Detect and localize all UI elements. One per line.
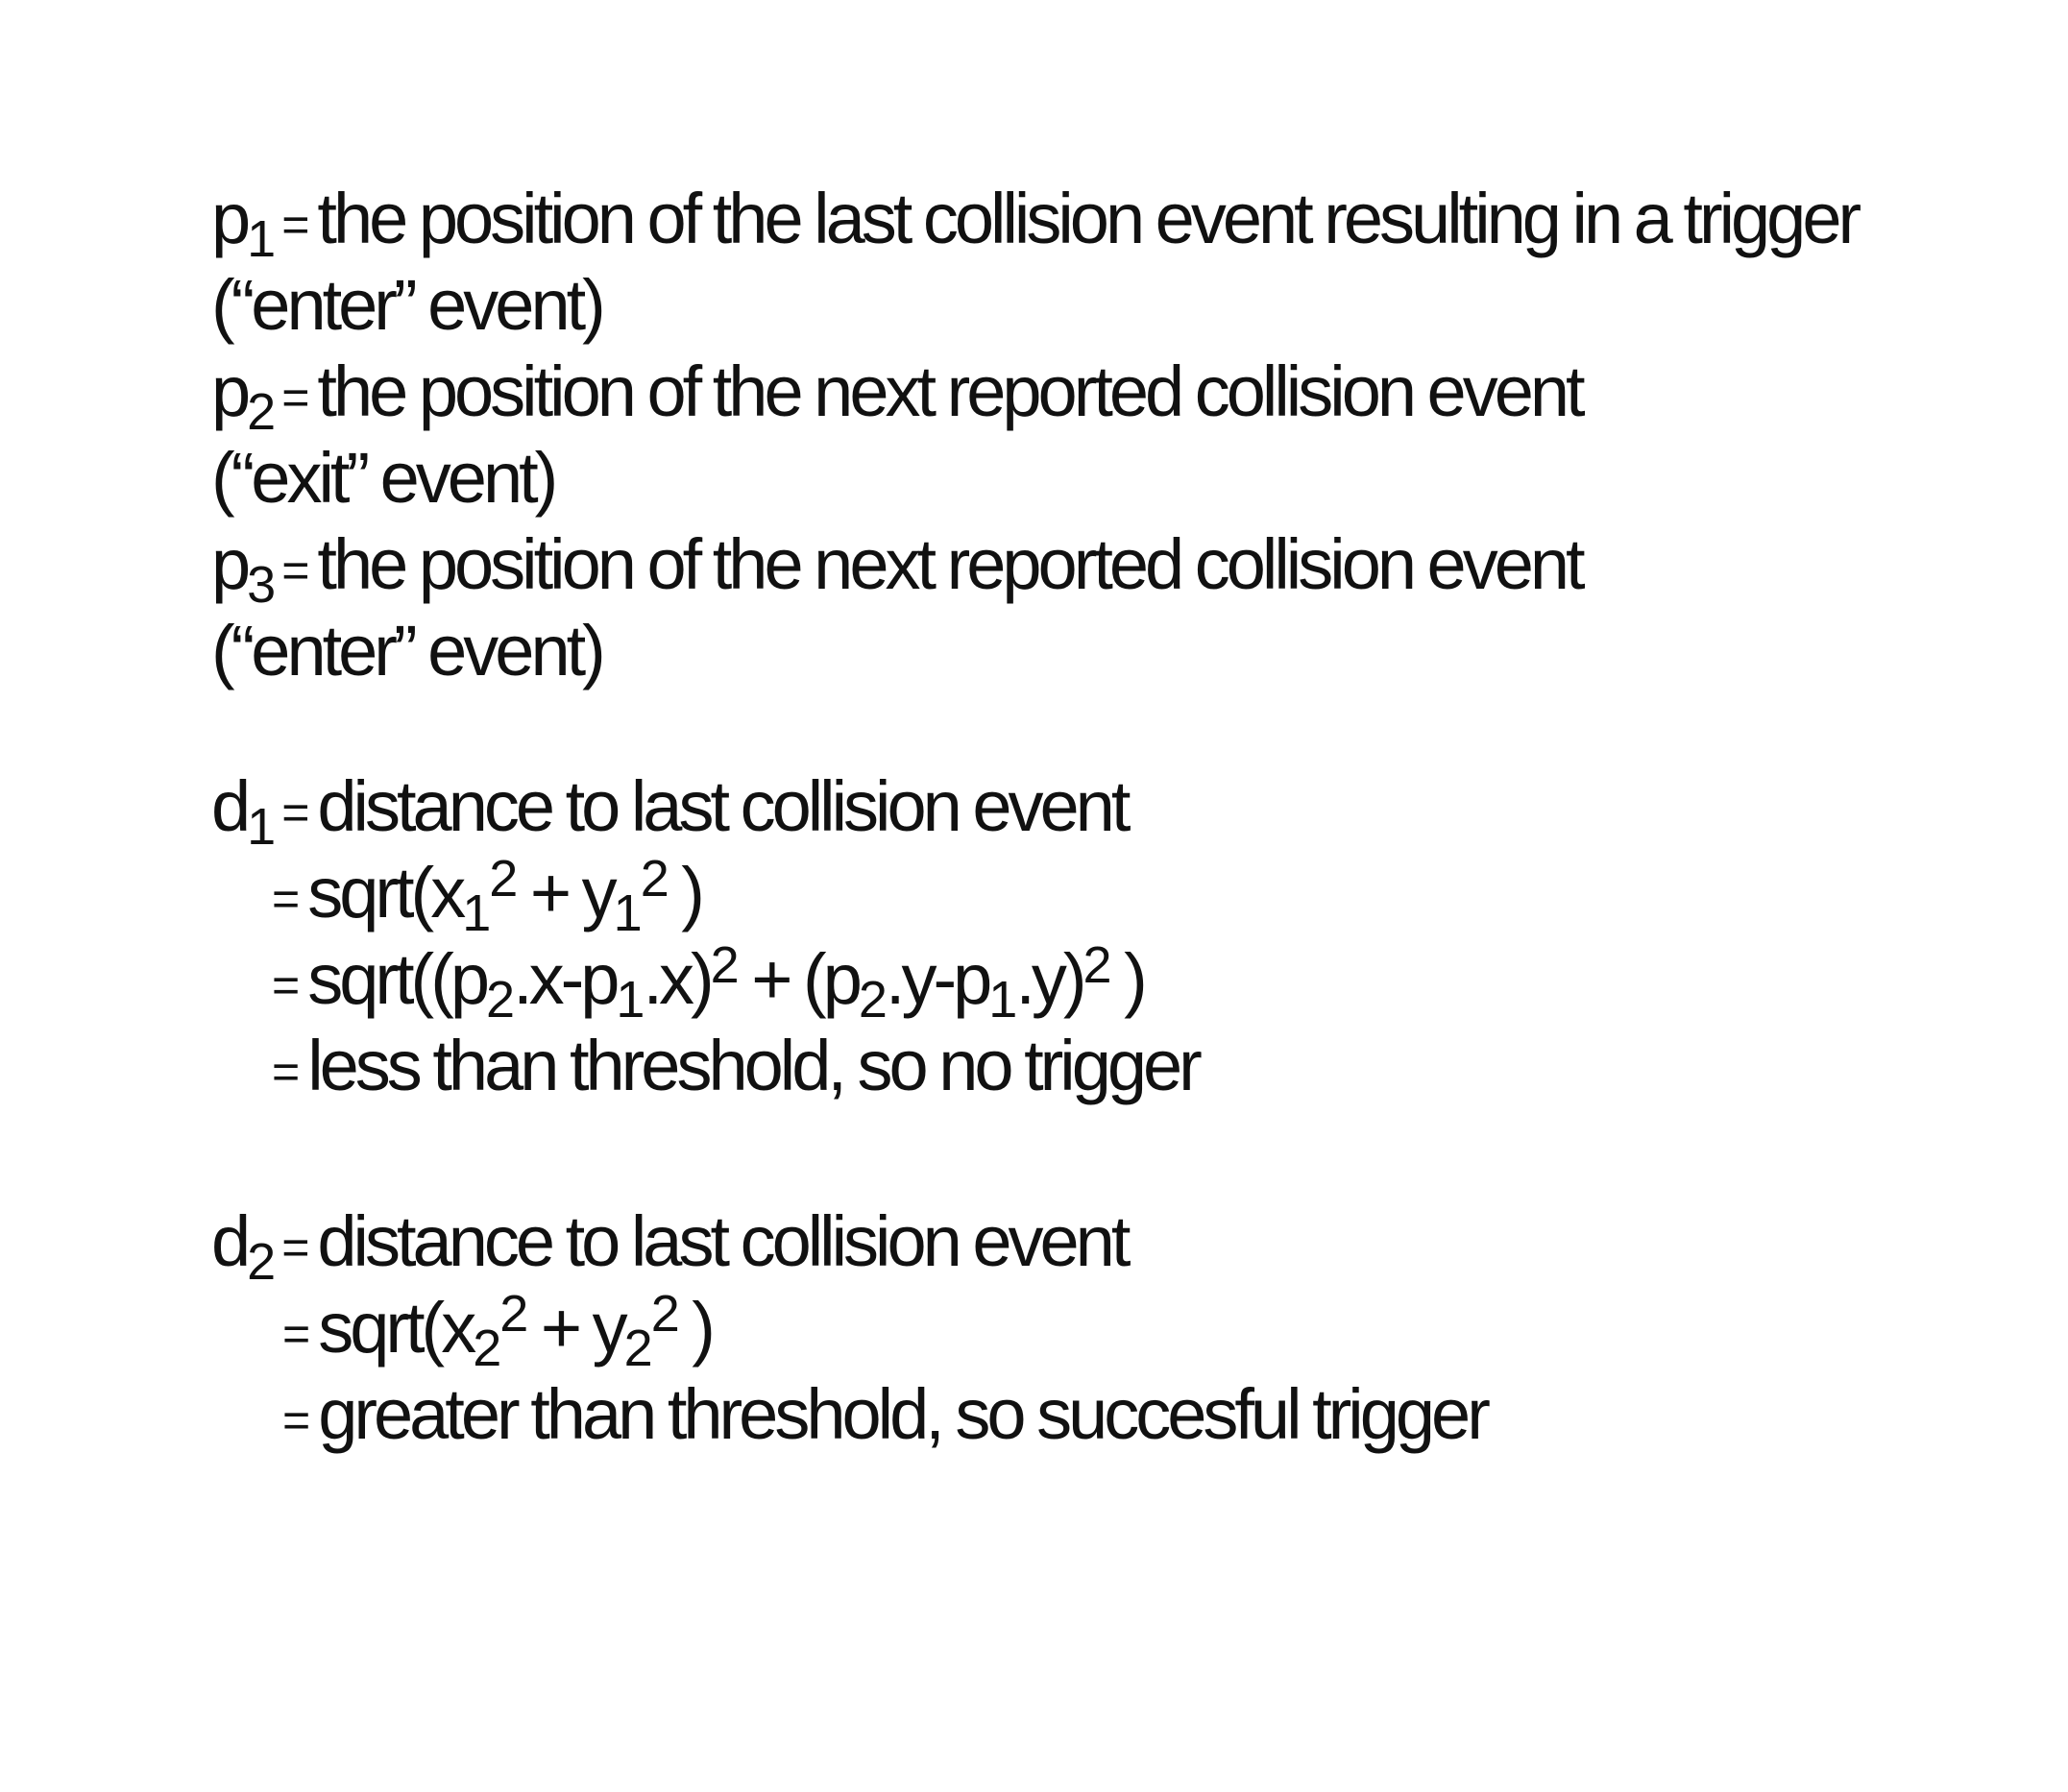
formula-part: + ( xyxy=(751,939,823,1019)
variable-subscript: 3 xyxy=(247,556,275,614)
formula-p: p xyxy=(953,939,989,1019)
equals-sign: = xyxy=(272,872,297,926)
variable-subscript: 1 xyxy=(247,798,275,856)
definition-p1-note: (“enter” event) xyxy=(211,265,602,345)
formula-subscript: 2 xyxy=(858,971,886,1029)
formula-open: sqrt( xyxy=(318,1288,442,1368)
formula-close: ) xyxy=(681,853,701,932)
equals-sign: = xyxy=(282,1307,307,1361)
equals-sign: = xyxy=(281,198,306,252)
d1-conclusion-text: less than threshold, so no trigger xyxy=(307,1026,1199,1105)
formula-superscript: 2 xyxy=(489,850,517,908)
variable-symbol: p xyxy=(211,179,248,258)
formula-p: p xyxy=(580,939,617,1019)
formula-y: y xyxy=(592,1288,624,1368)
definition-text: the position of the last collision event resulting in a trigger xyxy=(317,179,1859,258)
variable-subscript: 1 xyxy=(247,210,275,268)
definition-p2-note: (“exit” event) xyxy=(211,438,555,518)
formula-subscript: 1 xyxy=(613,884,641,942)
d2-text: distance to last collision event xyxy=(317,1201,1128,1281)
variable-subscript: 2 xyxy=(247,1233,275,1291)
formula-superscript: 2 xyxy=(650,1285,678,1343)
equals-sign: = xyxy=(272,1045,297,1099)
d2-definition xyxy=(211,1199,1128,1291)
formula-superscript: 2 xyxy=(499,1285,527,1343)
formula-p: p xyxy=(450,939,487,1019)
definition-text: the position of the next reported collision event xyxy=(317,524,1582,604)
formula-subscript: 1 xyxy=(462,884,490,942)
d1-conclusion xyxy=(272,1023,1199,1109)
formula-part: .x- xyxy=(513,939,581,1019)
equals-sign: = xyxy=(281,544,306,597)
formula-x: x xyxy=(430,853,463,932)
variable-symbol: d xyxy=(211,766,248,846)
variable-symbol: d xyxy=(211,1201,248,1281)
formula-part: .y) xyxy=(1015,939,1083,1019)
d1-step2 xyxy=(272,936,1144,1029)
definition-p1 xyxy=(211,176,1859,268)
formula-y: y xyxy=(581,853,614,932)
formula-close: ) xyxy=(1124,939,1144,1019)
formula-plus: + xyxy=(540,1288,579,1368)
formula-part: .x) xyxy=(643,939,711,1019)
variable-symbol: p xyxy=(211,524,248,604)
definition-text: the position of the next reported collision event xyxy=(317,351,1582,431)
formula-p: p xyxy=(822,939,859,1019)
formula-plus: + xyxy=(529,853,569,932)
d1-step1 xyxy=(272,850,701,942)
d2-step1 xyxy=(282,1285,712,1377)
formula-subscript: 2 xyxy=(486,971,514,1029)
d2-conclusion xyxy=(282,1371,1487,1458)
d1-definition xyxy=(211,763,1128,856)
equals-sign: = xyxy=(272,958,297,1012)
formula-x: x xyxy=(441,1288,474,1368)
d1-text: distance to last collision event xyxy=(317,766,1128,846)
formula-superscript: 2 xyxy=(710,936,738,994)
definition-p2 xyxy=(211,349,1582,441)
d2-conclusion-text: greater than threshold, so succesful trigger xyxy=(318,1374,1487,1454)
formula-open: sqrt( xyxy=(307,853,431,932)
formula-part: .y- xyxy=(885,939,954,1019)
equals-sign: = xyxy=(282,1393,307,1447)
equals-sign: = xyxy=(281,786,306,839)
formula-superscript: 2 xyxy=(640,850,668,908)
variable-symbol: p xyxy=(211,351,248,431)
formula-subscript: 2 xyxy=(623,1320,651,1377)
formula-open: sqrt(( xyxy=(307,939,450,1019)
formula-subscript: 1 xyxy=(988,971,1016,1029)
variable-subscript: 2 xyxy=(247,383,275,441)
formula-subscript: 2 xyxy=(473,1320,500,1377)
equals-sign: = xyxy=(281,371,306,424)
formula-close: ) xyxy=(692,1288,712,1368)
definition-p3 xyxy=(211,521,1582,614)
formula-superscript: 2 xyxy=(1083,936,1110,994)
formula-subscript: 1 xyxy=(616,971,644,1029)
definition-p3-note: (“enter” event) xyxy=(211,611,602,690)
equals-sign: = xyxy=(281,1221,306,1274)
